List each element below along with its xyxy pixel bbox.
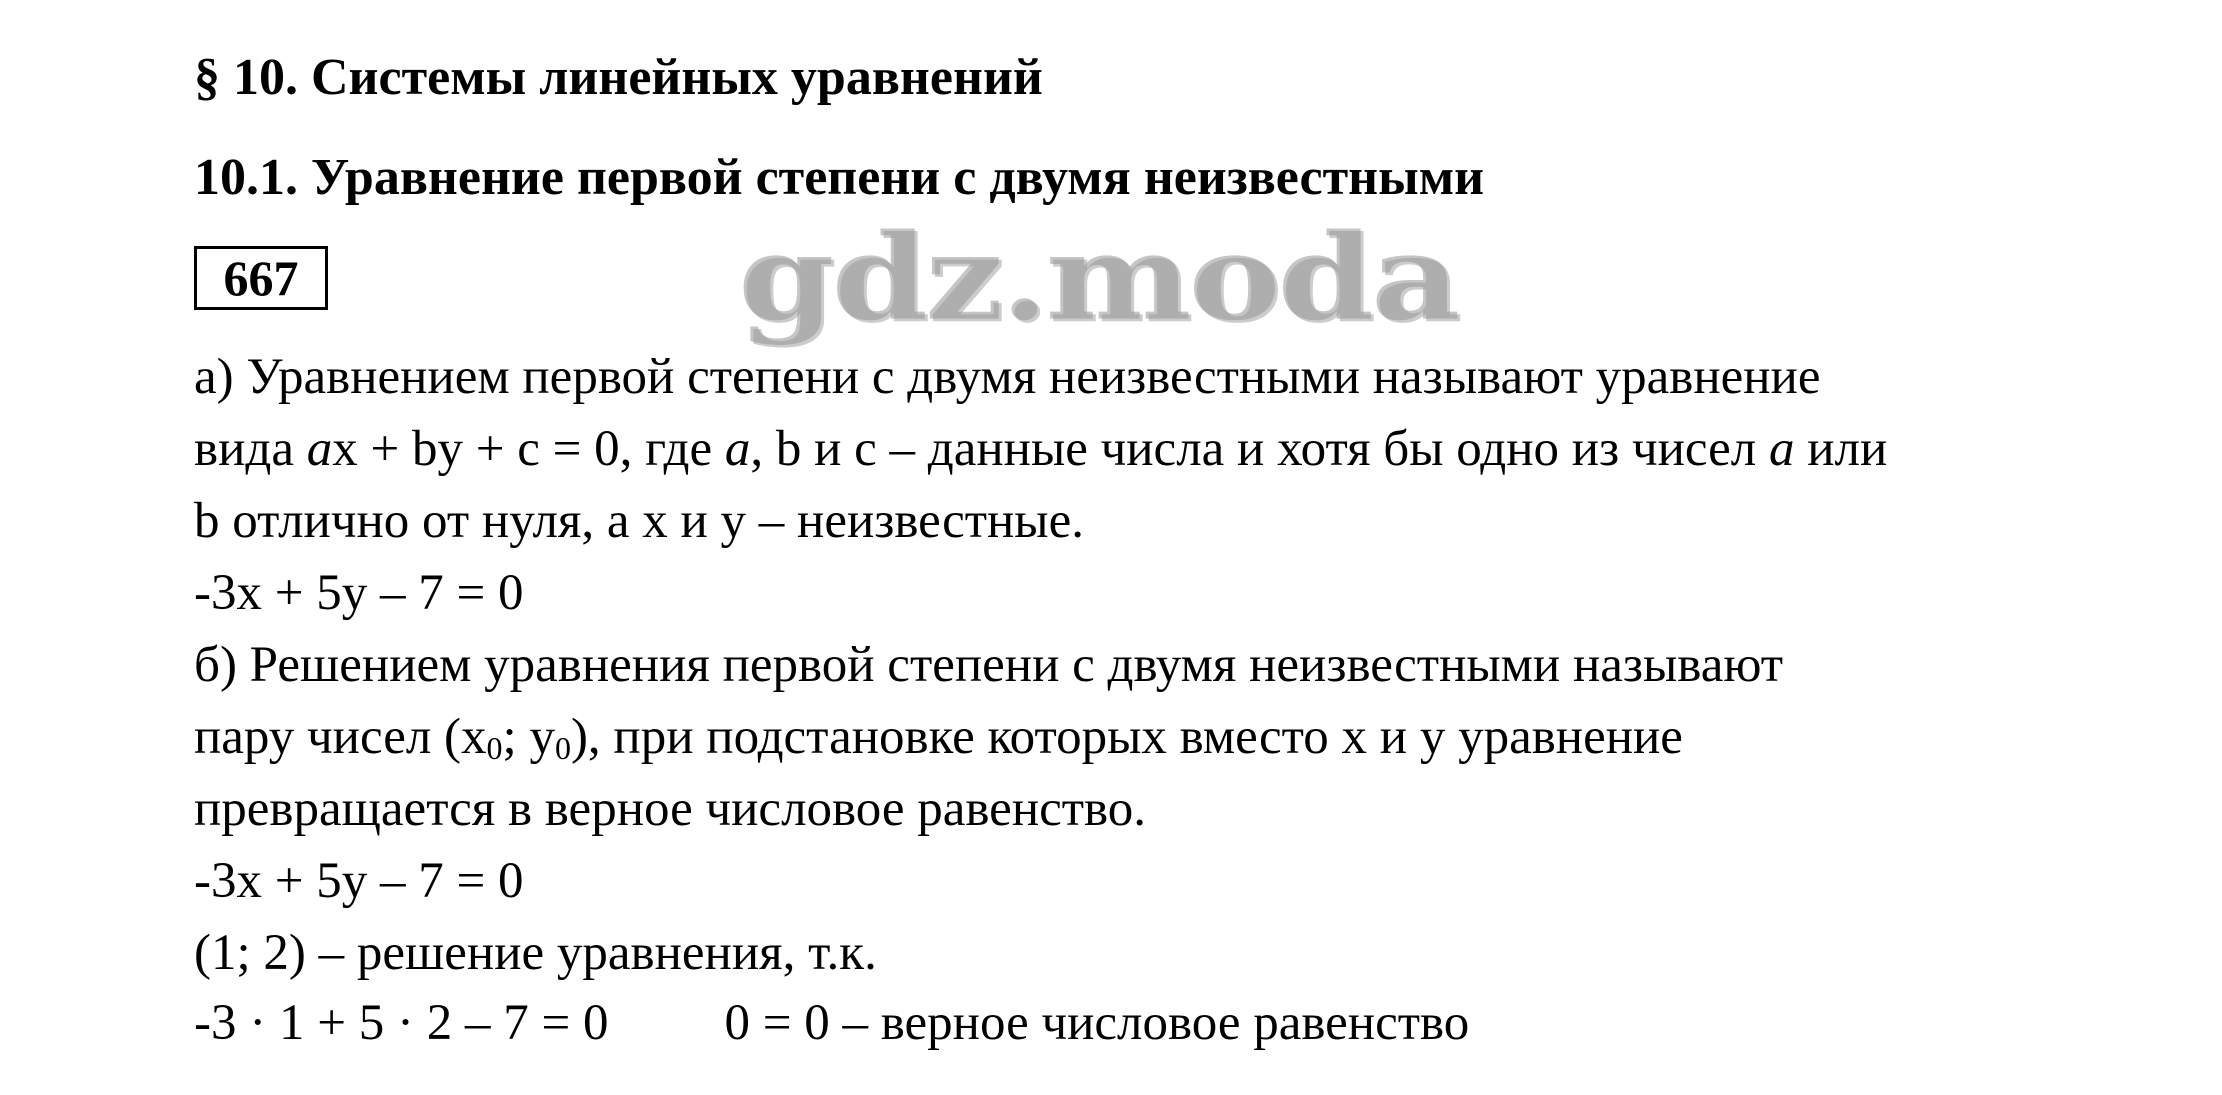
subscript: 0 bbox=[486, 730, 503, 766]
part-a-line-3: b отлично от нуля, а x и y – неизвестные. bbox=[194, 493, 1084, 549]
check-result: 0 = 0 – верное числовое равенство bbox=[724, 995, 1470, 1051]
part-b-solution-pair: (1; 2) – решение уравнения, т.к. bbox=[194, 925, 877, 981]
part-a-line-2 bbox=[194, 421, 1888, 477]
part-b-example-equation: -3x + 5y – 7 = 0 bbox=[194, 853, 524, 909]
text-fragment: , b и c – данные числа и хотя бы одно из чисел bbox=[750, 421, 1769, 477]
subsection-title: 10.1. Уравнение первой степени с двумя неизвестными bbox=[194, 149, 1485, 206]
part-b-line-3: превращается в верное числовое равенство. bbox=[194, 781, 1147, 837]
variable-a: a bbox=[1769, 421, 1795, 477]
text-fragment: ), при подстановке которых вместо x и y уравнение bbox=[570, 709, 1683, 765]
part-b-line-1: б) Решением уравнения первой степени с двумя неизвестными называют bbox=[194, 637, 1784, 693]
text-fragment: пару чисел (x bbox=[194, 709, 487, 765]
variable-a: a bbox=[724, 421, 751, 477]
text-fragment: x + by + c = 0, где bbox=[332, 421, 725, 477]
part-b-line-2 bbox=[194, 709, 1683, 766]
text-fragment: вида bbox=[194, 421, 307, 477]
part-a-example-equation: -3x + 5y – 7 = 0 bbox=[194, 565, 524, 621]
check-equation: -3 · 1 + 5 · 2 – 7 = 0 bbox=[194, 995, 609, 1051]
subscript: 0 bbox=[554, 730, 571, 766]
watermark: gdz.moda bbox=[738, 206, 1458, 347]
section-title: § 10. Системы линейных уравнений bbox=[194, 49, 1043, 106]
part-b-check-line bbox=[194, 995, 1470, 1051]
text-fragment: ; y bbox=[502, 709, 555, 765]
part-a-line-1: а) Уравнением первой степени с двумя неизвестными называют уравнение bbox=[194, 349, 1821, 405]
variable-a: a bbox=[306, 421, 333, 477]
task-number-box: 667 bbox=[194, 246, 328, 310]
text-fragment: или bbox=[1794, 421, 1888, 477]
